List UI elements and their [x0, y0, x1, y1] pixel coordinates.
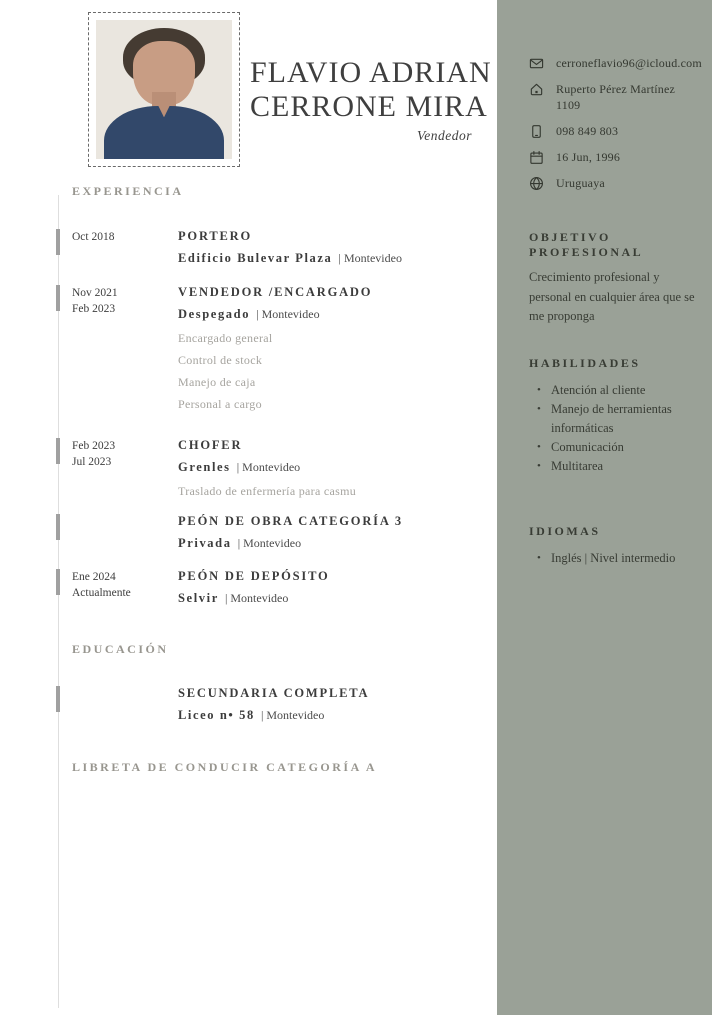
contact-list	[529, 55, 702, 201]
date-start: Oct 2018	[72, 231, 115, 243]
address-line-2: 1109	[556, 98, 581, 112]
education-heading: EDUCACIÓN	[72, 642, 169, 656]
job-title: Vendedor	[417, 128, 472, 143]
entry-content	[178, 514, 487, 551]
calendar-icon	[529, 150, 544, 165]
entry-subtitle	[178, 536, 487, 551]
timeline-line	[58, 195, 59, 1008]
experience-entry	[72, 438, 487, 506]
timeline-marker	[56, 569, 60, 595]
entry-subtitle	[178, 708, 487, 723]
entry-company: Liceo n• 58	[178, 708, 255, 722]
date-end: Feb 2023	[72, 302, 116, 315]
objective-text: Crecimiento profesional y personal en cualquier área que se me proponga	[529, 270, 695, 323]
entry-subtitle	[178, 307, 487, 322]
globe-icon	[529, 176, 544, 191]
entry-content	[178, 686, 487, 723]
contact-birthdate-row	[529, 149, 698, 165]
license-note: LIBRETA DE CONDUCIR CATEGORÍA A	[72, 760, 378, 774]
entry-details	[178, 484, 487, 498]
experience-entry	[72, 229, 487, 266]
date-range	[72, 230, 172, 246]
entry-company: Privada	[178, 536, 232, 550]
contact-nationality: Uruguaya	[556, 176, 605, 190]
timeline-marker	[56, 686, 60, 712]
entry-company: Despegado	[178, 307, 251, 321]
entry-content	[178, 569, 487, 606]
entry-title: VENDEDOR /ENCARGADO	[178, 285, 373, 299]
entry-title: PEÓN DE OBRA CATEGORÍA 3	[178, 514, 403, 528]
date-range	[72, 570, 172, 601]
entry-subtitle	[178, 251, 487, 266]
entry-location: | Montevideo	[338, 251, 402, 265]
home-icon	[529, 82, 544, 97]
name-line-2: CERRONE MIRA	[250, 90, 488, 123]
header-name-block	[250, 56, 492, 144]
entry-details	[178, 331, 487, 411]
entry-title: CHOFER	[178, 438, 243, 452]
skills-list	[537, 381, 698, 476]
skill-item: • Multitarea	[537, 457, 698, 476]
phone-icon	[529, 124, 544, 139]
timeline-marker	[56, 229, 60, 255]
experience-entry	[72, 285, 487, 419]
entry-detail: Control de stock	[178, 353, 263, 367]
entry-subtitle	[178, 460, 487, 475]
date-start: Nov 2021	[72, 287, 118, 299]
contact-address	[556, 81, 675, 113]
profile-photo	[96, 20, 232, 159]
entry-location: | Montevideo	[237, 536, 302, 550]
entry-subtitle	[178, 591, 487, 606]
skill-item: • Manejo de herramientas informáticas	[537, 400, 698, 438]
languages-list	[537, 549, 698, 568]
contact-birthdate: 16 Jun, 1996	[556, 150, 621, 164]
entry-content	[178, 285, 487, 411]
entry-title: PORTERO	[178, 229, 252, 243]
entry-detail: Encargado general	[178, 331, 273, 345]
skill-item: • Comunicación	[537, 438, 698, 457]
date-range	[72, 439, 172, 470]
entry-detail: Personal a cargo	[178, 397, 262, 411]
experience-entry	[72, 569, 487, 606]
contact-email-row	[529, 55, 702, 71]
entry-company: Selvir	[178, 591, 219, 605]
mail-icon	[529, 56, 544, 71]
date-start: Feb 2023	[72, 440, 116, 452]
contact-nationality-row	[529, 175, 698, 191]
skill-item: • Atención al cliente	[537, 381, 698, 400]
timeline-marker	[56, 285, 60, 311]
entry-content	[178, 229, 487, 266]
contact-phone: 098 849 803	[556, 124, 619, 138]
entry-company: Edificio Bulevar Plaza	[178, 251, 333, 265]
experience-heading: EXPERIENCIA	[72, 184, 184, 198]
skills-heading: HABILIDADES	[529, 356, 641, 370]
timeline-marker	[56, 438, 60, 464]
entry-title: SECUNDARIA COMPLETA	[178, 686, 370, 700]
entry-location: | Montevideo	[236, 460, 301, 474]
language-item: • Inglés | Nivel intermedio	[537, 549, 698, 568]
entry-content	[178, 438, 487, 498]
date-start: Ene 2024	[72, 571, 116, 583]
contact-email: cerroneflavio96@icloud.com	[556, 56, 702, 70]
entry-company: Grenles	[178, 460, 231, 474]
entry-location: | Montevideo	[260, 708, 325, 722]
education-entry	[72, 686, 487, 723]
languages-heading: IDIOMAS	[529, 524, 601, 538]
experience-entry	[72, 514, 487, 551]
contact-phone-row	[529, 123, 698, 139]
sidebar	[497, 0, 712, 1015]
entry-detail: Manejo de caja	[178, 375, 256, 389]
entry-location: | Montevideo	[256, 307, 320, 321]
date-end: Actualmente	[72, 586, 131, 599]
entry-location: | Montevideo	[224, 591, 289, 605]
date-end: Jul 2023	[72, 455, 112, 468]
profile-photo-frame	[88, 12, 240, 167]
timeline-marker	[56, 514, 60, 540]
contact-address-row	[529, 81, 698, 113]
date-range	[72, 286, 172, 317]
entry-title: PEÓN DE DEPÓSITO	[178, 569, 330, 583]
entry-detail: Traslado de enfermería para casmu	[178, 484, 357, 498]
objective-heading: OBJETIVO PROFESIONAL	[529, 230, 644, 259]
address-line-1: Ruperto Pérez Martínez	[556, 82, 676, 96]
name-line-1: FLAVIO ADRIAN	[250, 56, 492, 89]
